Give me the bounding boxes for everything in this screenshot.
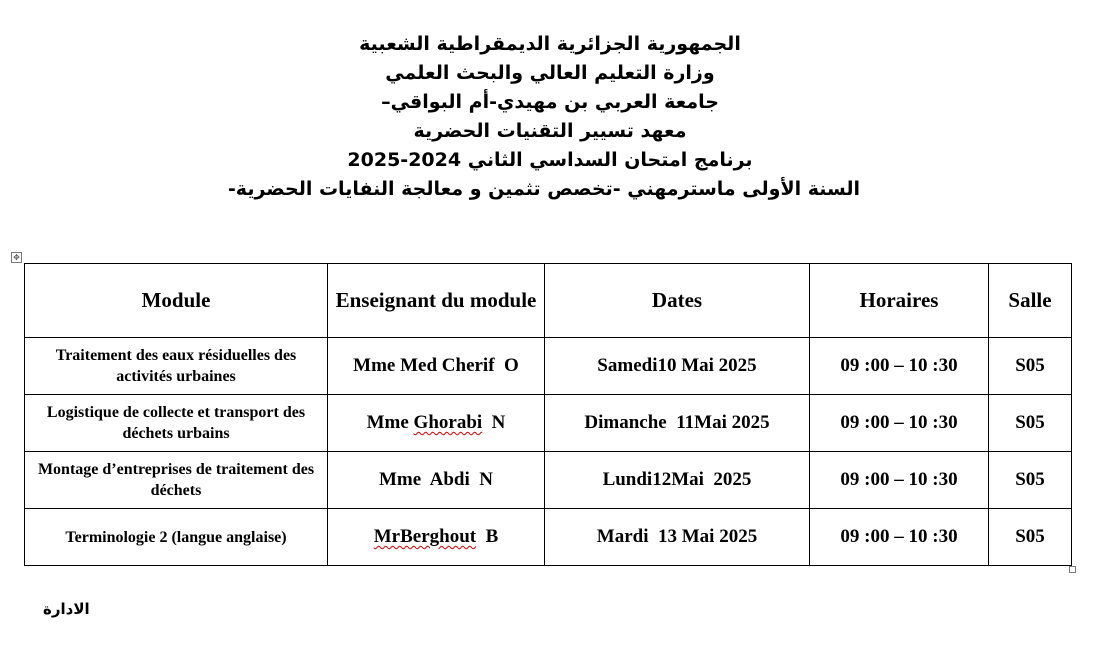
teacher-cell: Mme Abdi N	[328, 452, 545, 509]
header-ministry: وزارة التعليم العالي والبحث العلمي	[385, 62, 715, 84]
teacher-cell	[328, 395, 545, 452]
teacher-surname: MrBerghout	[373, 526, 477, 547]
time-cell: 09 :00 – 10 :30	[810, 338, 989, 395]
teacher-cell: Mme Med Cherif O	[328, 338, 545, 395]
table-row	[25, 509, 1072, 566]
time-cell: 09 :00 – 10 :30	[810, 509, 989, 566]
module-cell: Traitement des eaux résiduelles des activités urbaines	[25, 338, 328, 395]
table-row	[25, 338, 1072, 395]
table-header-row	[25, 264, 1072, 338]
date-cell: Samedi10 Mai 2025	[545, 338, 810, 395]
header-level: السنة الأولى ماسترمهني -تخصص تثمين و معالجة النفايات الحضرية-	[227, 178, 860, 200]
room-cell: S05	[989, 395, 1072, 452]
module-cell: Montage d’entreprises de traitement des déchets	[25, 452, 328, 509]
teacher-prefix: Mme	[366, 412, 414, 433]
teacher-initial: B	[476, 526, 499, 547]
time-cell: 09 :00 – 10 :30	[810, 452, 989, 509]
room-cell: S05	[989, 452, 1072, 509]
document-header	[227, 30, 860, 204]
teacher-surname: Ghorabi	[413, 412, 483, 433]
table-row	[25, 395, 1072, 452]
module-cell: Terminologie 2 (langue anglaise)	[25, 509, 328, 566]
teacher-cell	[328, 509, 545, 566]
column-header-room: Salle	[989, 264, 1072, 338]
date-cell: Dimanche 11Mai 2025	[545, 395, 810, 452]
table-move-handle-icon[interactable]: ✥	[11, 252, 22, 263]
header-university: جامعة العربي بن مهيدي-أم البواقي–	[381, 91, 719, 113]
time-cell: 09 :00 – 10 :30	[810, 395, 989, 452]
table-row	[25, 452, 1072, 509]
date-cell: Mardi 13 Mai 2025	[545, 509, 810, 566]
room-cell: S05	[989, 509, 1072, 566]
column-header-teacher: Enseignant du module	[328, 264, 545, 338]
exam-schedule-table	[24, 263, 1072, 566]
header-republic: الجمهورية الجزائرية الديمقراطية الشعبية	[359, 33, 741, 55]
column-header-module: Module	[25, 264, 328, 338]
header-program-title: برنامج امتحان السداسي الثاني 2024-2025	[347, 149, 753, 171]
administration-signature: الادارة	[43, 600, 90, 618]
module-cell: Logistique de collecte et transport des déchets urbains	[25, 395, 328, 452]
header-institute: معهد تسيير التقنيات الحضرية	[413, 120, 687, 142]
table-resize-handle[interactable]	[1069, 566, 1076, 573]
room-cell: S05	[989, 338, 1072, 395]
teacher-initial: N	[482, 412, 506, 433]
column-header-dates: Dates	[545, 264, 810, 338]
column-header-hours: Horaires	[810, 264, 989, 338]
date-cell: Lundi12Mai 2025	[545, 452, 810, 509]
